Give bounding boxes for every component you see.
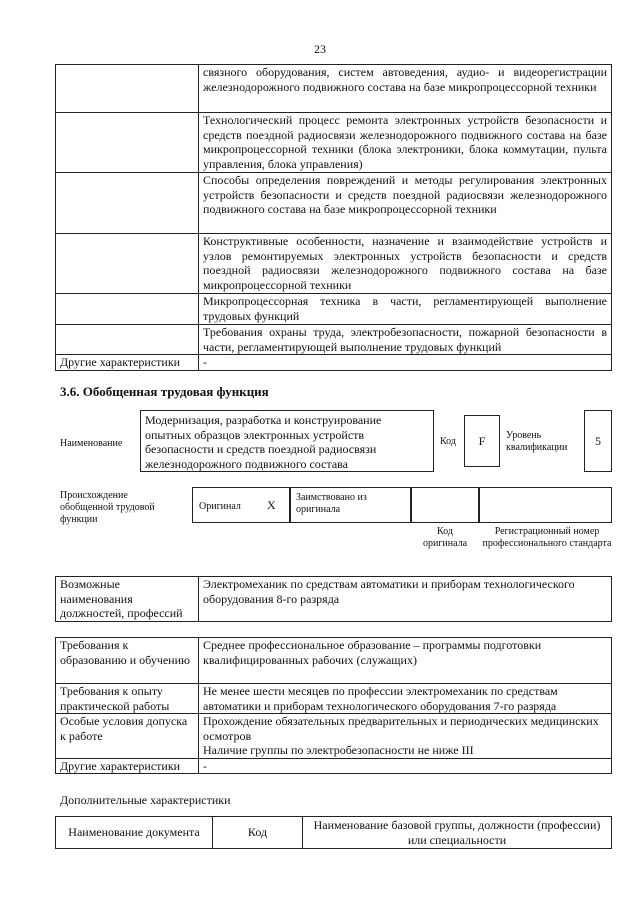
- knowledge-cell: Способы определения повреждений и методы регулирования электронных устройств безопасности и средств поездной радиосвязи железнодорожного подвижного состава на базе микропроцессорной техники: [199, 173, 612, 234]
- knowledge-cell: Требования охраны труда, электробезопасности, пожарной безопасности в части, регламентирующей выполнение трудовых функций: [199, 325, 612, 355]
- electrical-safety-group: Наличие группы по электробезопасности не ниже III: [203, 743, 474, 757]
- medical-checks: Прохождение обязательных предварительных и периодических медицинских осмотров: [203, 714, 599, 743]
- origin-label: Происхождение обобщенной трудовой функции: [60, 490, 155, 525]
- code-original-caption: Код оригинала: [422, 526, 468, 549]
- experience-label: Требования к опыту практической работы: [56, 684, 199, 714]
- reg-number-caption: Регистрационный номер профессионального стандарта: [482, 526, 612, 549]
- other-value: -: [199, 355, 612, 371]
- borrowed-label: Заимствовано из оригинала: [296, 492, 367, 515]
- function-name: Модернизация, разработка и конструирование опытных образцов электронных устройств безопасности и средств поездной радиосвязи железнодорожного подвижного состава: [140, 410, 434, 472]
- code-value: F: [464, 415, 500, 467]
- special-conditions-label: Особые условия допуска к работе: [56, 714, 199, 759]
- education-label: Требования к образованию и обучению: [56, 638, 199, 684]
- page-number: 23: [314, 42, 326, 56]
- other-label: Другие характеристики: [56, 355, 199, 371]
- level-label: Уровень квалификации: [506, 430, 568, 453]
- original-label: Оригинал: [199, 501, 241, 512]
- special-conditions-value: [199, 714, 612, 759]
- level-value: 5: [584, 410, 612, 472]
- original-mark: X: [267, 498, 276, 512]
- section-title: 3.6. Обобщенная трудовая функция: [60, 384, 269, 399]
- requirements-table: [55, 637, 612, 774]
- knowledge-cell: Конструктивные особенности, назначение и взаимодействие устройств и узлов ремонтируемых электронных устройств безопасности и средств поездной радиосвязи железнодорожного подвижного состава на базе микропроцессорной техники: [199, 234, 612, 294]
- col-group: Наименование базовой группы, должности (профессии) или специальности: [303, 817, 612, 849]
- job-names-table: [55, 576, 612, 622]
- code-label: Код: [440, 436, 456, 447]
- other-value: -: [199, 758, 612, 774]
- job-names-label: Возможные наименования должностей, профессий: [56, 577, 199, 622]
- knowledge-cell: Микропроцессорная техника в части, регламентирующей выполнение трудовых функций: [199, 294, 612, 325]
- borrowed-cell: [290, 487, 411, 523]
- col-document: Наименование документа: [56, 817, 213, 849]
- reg-number-cell: [479, 487, 612, 523]
- knowledge-table: [55, 64, 612, 371]
- additional-table: [55, 816, 612, 849]
- col-code: Код: [213, 817, 303, 849]
- name-label: Наименование: [60, 438, 123, 449]
- experience-value: Не менее шести месяцев по профессии электромеханик по средствам автоматики и приборам технологического оборудования 7-го разряда: [199, 684, 612, 714]
- job-names-value: Электромеханик по средствам автоматики и приборам технологического оборудования 8-го разряда: [199, 577, 612, 622]
- additional-title: Дополнительные характеристики: [60, 793, 231, 807]
- other-label: Другие характеристики: [56, 758, 199, 774]
- knowledge-cell: Технологический процесс ремонта электронных устройств безопасности и средств поездной радиосвязи железнодорожного подвижного состава на базе микропроцессорной техники (блока электроники, блока коммутации, пульта управления, блока управления): [199, 113, 612, 173]
- education-value: Среднее профессиональное образование – программы подготовки квалифицированных рабочих (служащих): [199, 638, 612, 684]
- original-cell: [192, 487, 290, 523]
- knowledge-cell: связного оборудования, систем автоведения, аудио- и видеорегистрации железнодорожного подвижного состава на базе микропроцессорной техники: [199, 65, 612, 113]
- code-original-cell: [411, 487, 479, 523]
